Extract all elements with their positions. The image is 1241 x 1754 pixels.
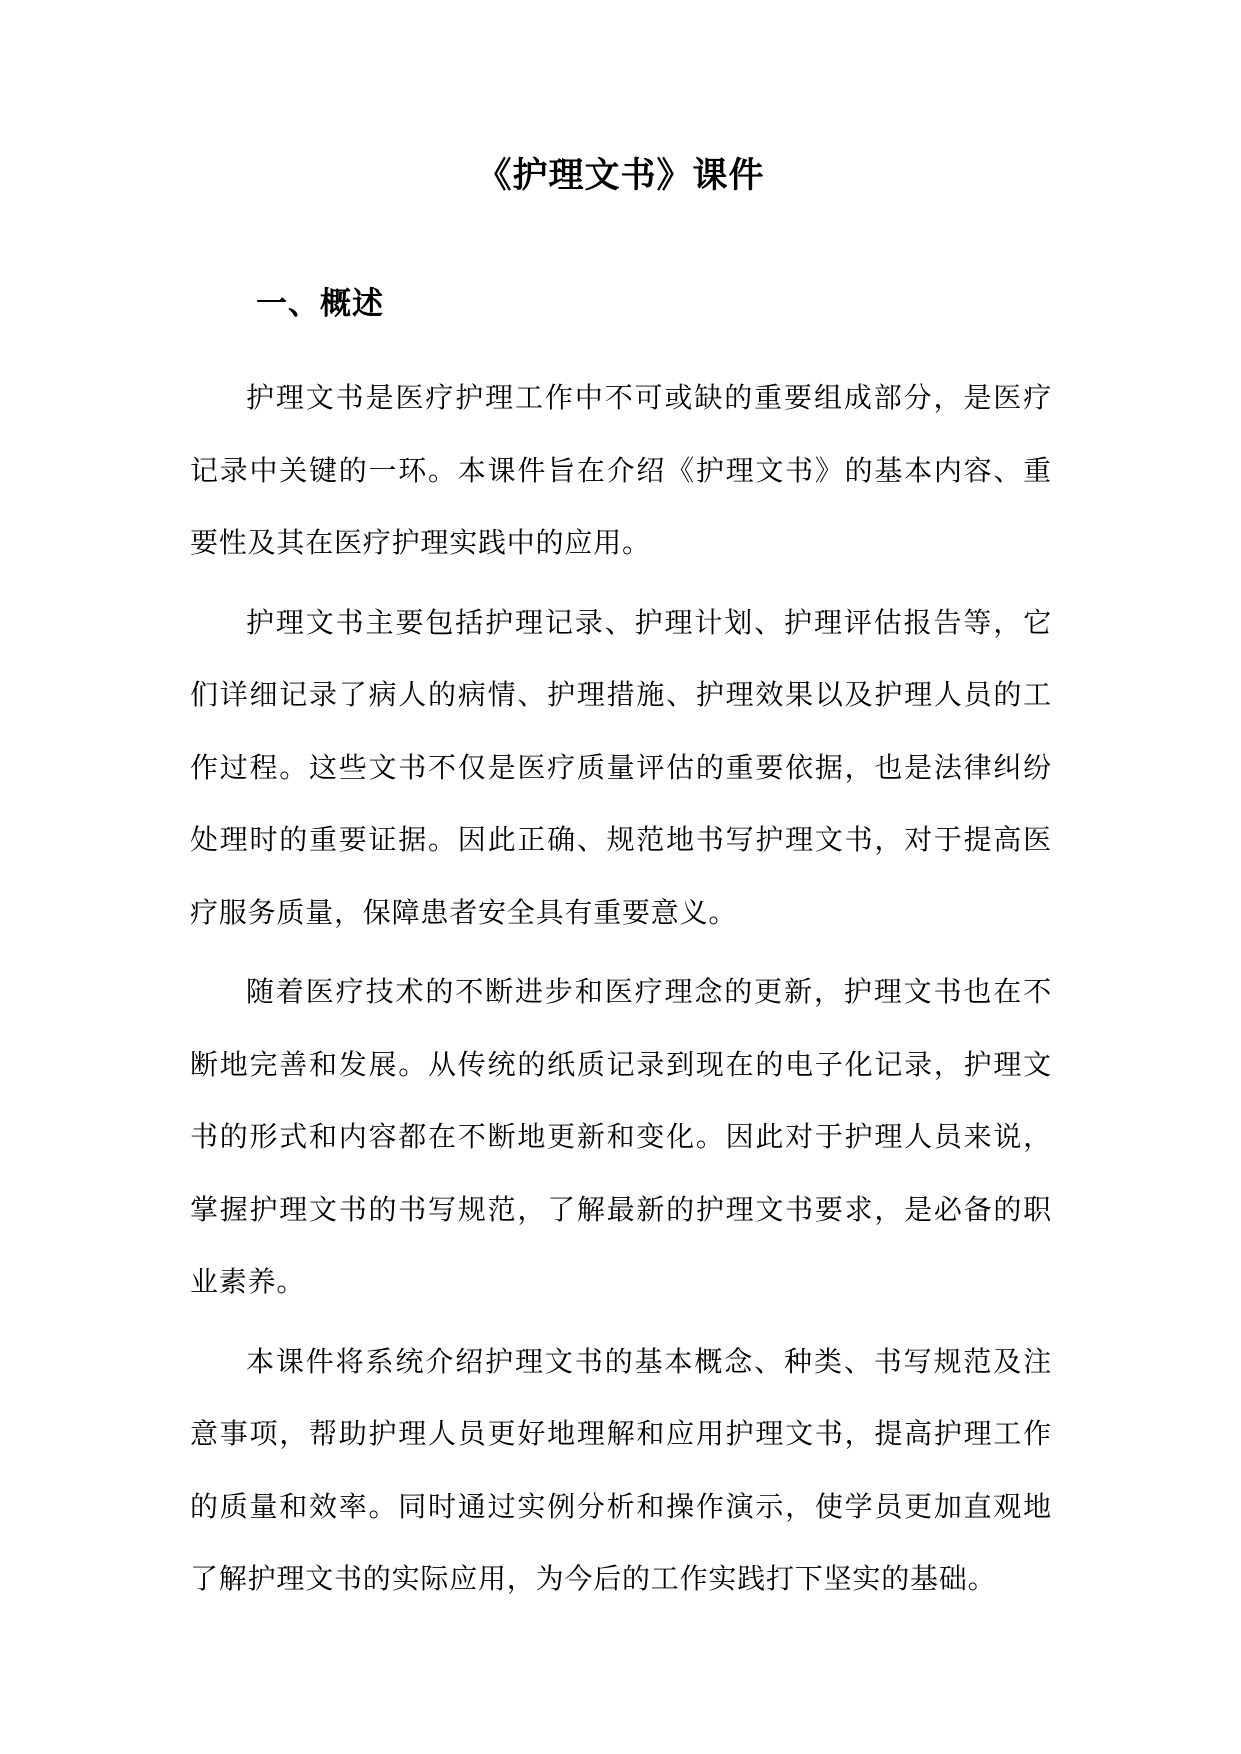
document-title: 《护理文书》课件 (476, 156, 765, 196)
paragraph: 本课件将系统介绍护理文书的基本概念、种类、书写规范及注意事项，帮助护理人员更好地理解和应用护理文书，提高护理工作的质量和效率。同时通过实例分析和操作演示，使学员更加直观地了解护理文书的实际应用，为今后的工作实践打下坚实的基础。 (190, 1344, 1052, 1595)
paragraph: 护理文书主要包括护理记录、护理计划、护理评估报告等，它们详细记录了病人的病情、护理措施、护理效果以及护理人员的工作过程。这些文书不仅是医疗质量评估的重要依据，也是法律纠纷处理时的重要证据。因此正确、规范地书写护理文书，对于提高医疗服务质量，保障患者安全具有重要意义。 (190, 605, 1052, 929)
section-body (190, 362, 1052, 1623)
paragraph: 护理文书是医疗护理工作中不可或缺的重要组成部分，是医疗记录中关键的一环。本课件旨在介绍《护理文书》的基本内容、重要性及其在医疗护理实践中的应用。 (190, 381, 1052, 559)
paragraph: 随着医疗技术的不断进步和医疗理念的更新，护理文书也在不断地完善和发展。从传统的纸质记录到现在的电子化记录，护理文书的形式和内容都在不断地更新和变化。因此对于护理人员来说，掌握护理文书的书写规范，了解最新的护理文书要求，是必备的职业素养。 (190, 975, 1052, 1298)
section-heading-overview: 一、概述 (256, 286, 384, 322)
